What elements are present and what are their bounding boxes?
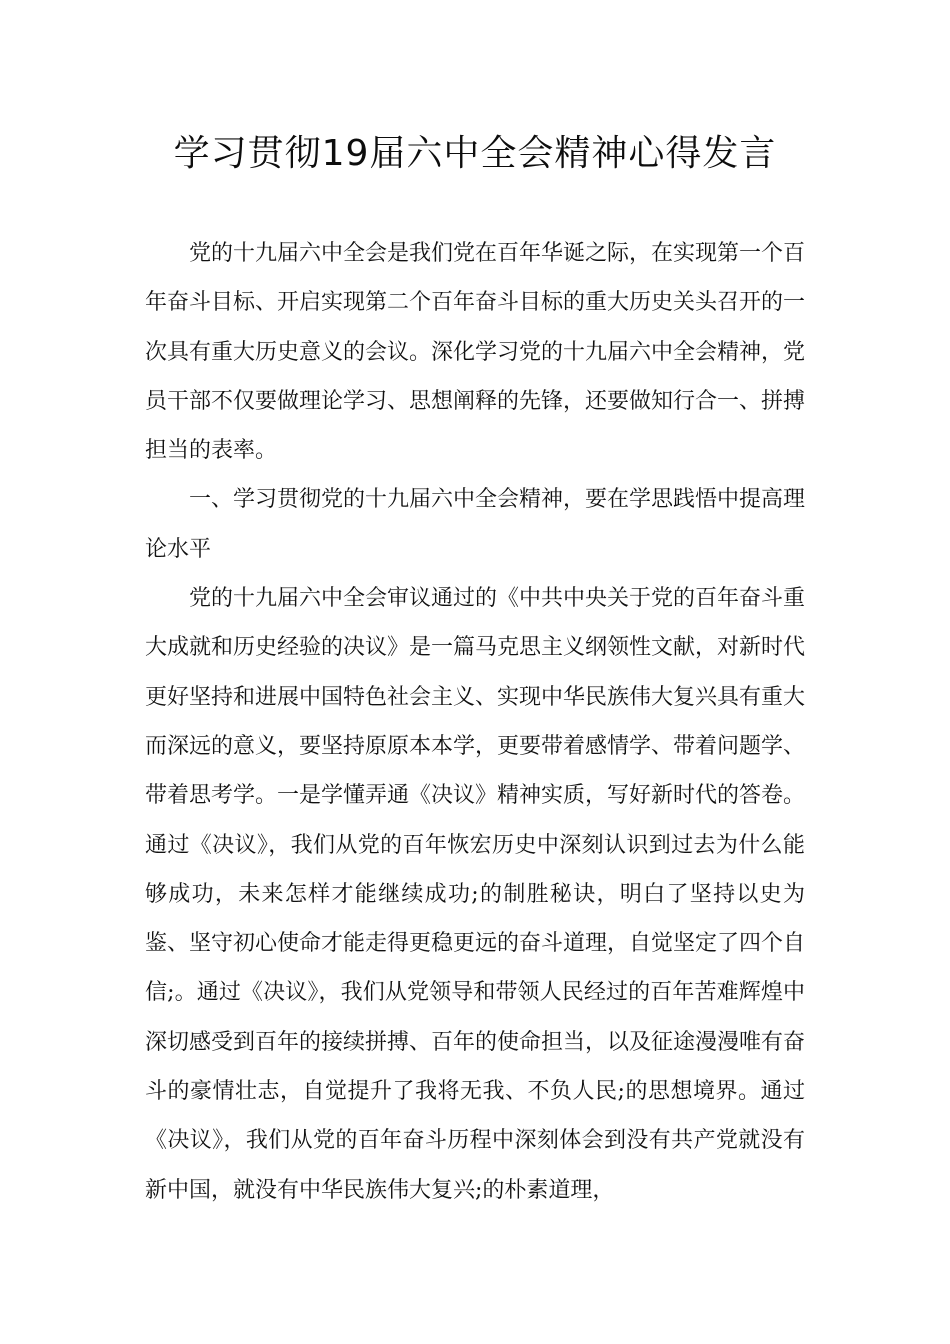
- document-body: [145, 229, 805, 1215]
- paragraph-section-1: 党的十九届六中全会审议通过的《中共中央关于党的百年奋斗重大成就和历史经验的决议》是一篇马克思主义纲领性文献，对新时代更好坚持和进展中国特色社会主义、实现中华民族伟大复兴具有重大而深远的意义，要坚持原原本本学，更要带着感情学、带着问题学、带着思考学。一是学懂弄通《决议》精神实质，写好新时代的答卷。通过《决议》，我们从党的百年恢宏历史中深刻认识到过去为什么能够成功，未来怎样才能继续成功;的制胜秘诀，明白了坚持以史为鉴、坚守初心使命才能走得更稳更远的奋斗道理，自觉坚定了四个自信;。通过《决议》，我们从党领导和带领人民经过的百年苦难辉煌中深切感受到百年的接续拼搏、百年的使命担当，以及征途漫漫唯有奋斗的豪情壮志，自觉提升了我将无我、不负人民;的思想境界。通过《决议》，我们从党的百年奋斗历程中深刻体会到没有共产党就没有新中国，就没有中华民族伟大复兴;的朴素道理，: [145, 586, 806, 1203]
- document-title: 学习贯彻19届六中全会精神心得发言: [173, 133, 777, 174]
- section-heading-1: 一、学习贯彻党的十九届六中全会精神，要在学思践悟中提高理论水平: [145, 487, 806, 562]
- paragraph-intro: 党的十九届六中全会是我们党在百年华诞之际，在实现第一个百年奋斗目标、开启实现第二个百年奋斗目标的重大历史关头召开的一次具有重大历史意义的会议。深化学习党的十九届六中全会精神，党员干部不仅要做理论学习、思想阐释的先锋，还要做知行合一、拼搏担当的表率。: [145, 241, 806, 464]
